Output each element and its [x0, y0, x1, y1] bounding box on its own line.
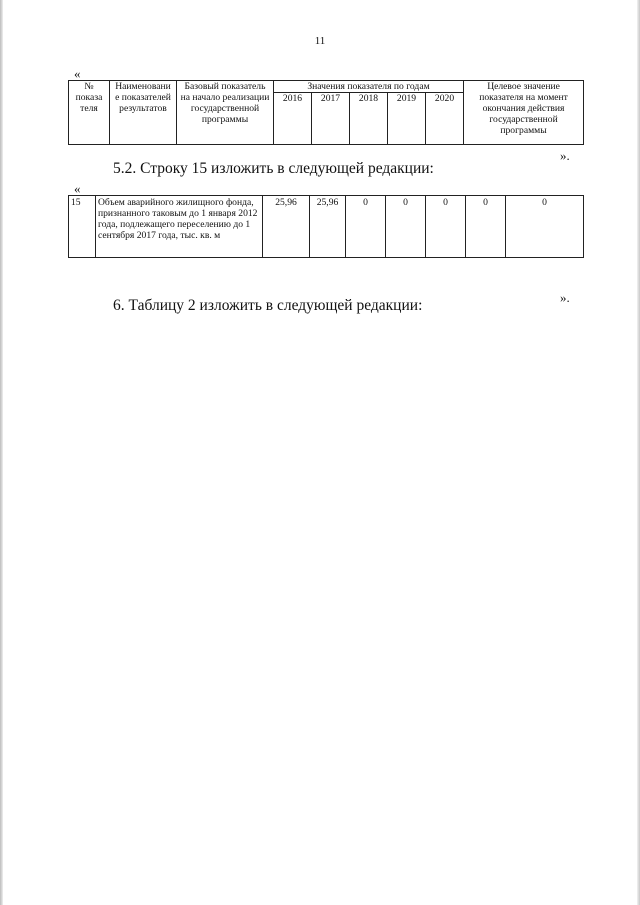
section-5-2-heading: 5.2. Строку 15 изложить в следующей редакции: — [113, 160, 434, 177]
page-number: 11 — [314, 35, 326, 47]
row-15-target-value: 0 — [506, 196, 584, 258]
header-cell-year: 2016 — [274, 93, 312, 145]
row-15-base-value: 25,96 — [263, 196, 310, 258]
row-15-name: Объем аварийного жилищного фонда, признанного таковым до 1 января 2012 года, подлежащего переселению до 1 сентября 2017 года, тыс. кв. м — [96, 196, 263, 258]
header-cell-target: Целевое значение показателя на момент окончания действия государственной программы — [464, 81, 584, 145]
row-15-number: 15 — [69, 196, 96, 258]
header-cell-year: 2019 — [388, 93, 426, 145]
scan-edge-left — [0, 0, 3, 905]
header-cell-year: 2020 — [426, 93, 464, 145]
header-cell-name: Наименовани е показателей результатов — [110, 81, 177, 145]
header-cell-year: 2017 — [312, 93, 350, 145]
section-6-heading: 6. Таблицу 2 изложить в следующей редакции: — [113, 297, 423, 314]
row-15-year-value: 0 — [426, 196, 466, 258]
header-cell-year: 2018 — [350, 93, 388, 145]
row-15-year-value: 0 — [346, 196, 386, 258]
opening-quote: « — [74, 181, 81, 196]
row-15-year-value: 0 — [386, 196, 426, 258]
closing-quote: ». — [560, 290, 570, 305]
row-15-year-value: 25,96 — [310, 196, 346, 258]
header-cell-number: № показа теля — [69, 81, 110, 145]
opening-quote: « — [74, 66, 81, 81]
header-cell-years-group: Значения показателя по годам — [274, 81, 464, 93]
row-15-table — [68, 195, 584, 258]
row-15-year-value: 0 — [466, 196, 506, 258]
header-cell-base: Базовый показатель на начало реализации государственной программы — [177, 81, 274, 145]
closing-quote: ». — [560, 148, 570, 163]
indicator-header-table — [68, 80, 584, 145]
